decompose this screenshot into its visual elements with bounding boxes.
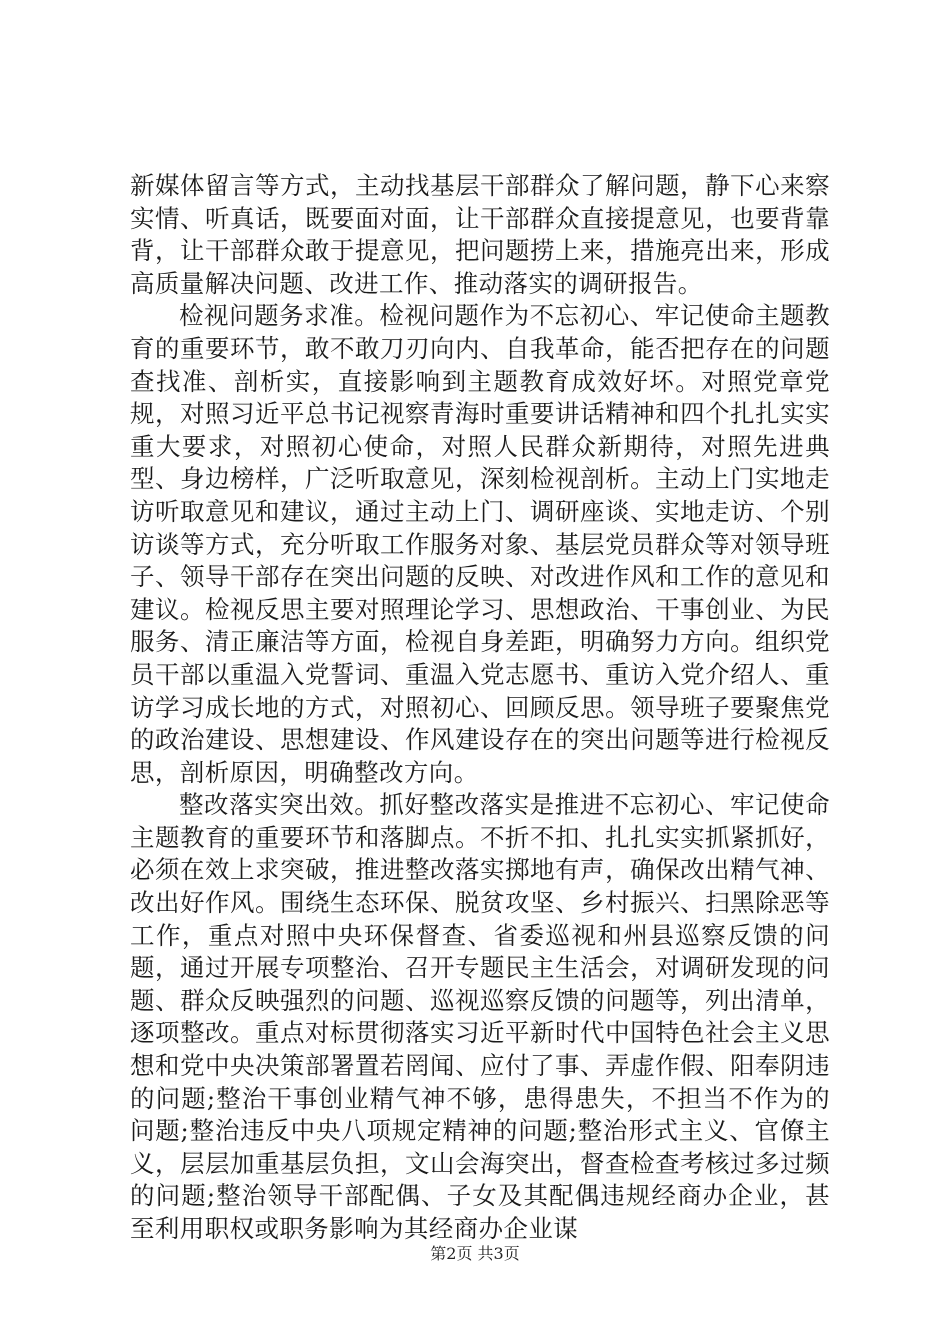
page-footer: 第2页 共3页 — [430, 1244, 520, 1263]
paragraph-inspection: 检视问题务求准。检视问题作为不忘初心、牢记使命主题教育的重要环节，敢不敢刀刃向内、自我革命，能否把存在的问题查找准、剖析实，直接影响到主题教育成效好坏。对照党章党规，对照习近平总书记视察青海时重要讲话精神和四个扎扎实实重大要求，对照初心使命，对照人民群众新期待，对照先进典型、身边榜样，广泛听取意见，深刻检视剖析。主动上门实地走访听取意见和建议，通过主动上门、调研座谈、实地走访、个别访谈等方式，充分听取工作服务对象、基层党员群众等对领导班子、领导干部存在突出问题的反映、对改进作风和工作的意见和建议。检视反思主要对照理论学习、思想政治、干事创业、为民服务、清正廉洁等方面，检视自身差距，明确努力方向。组织党员干部以重温入党誓词、重温入党志愿书、重访入党介绍人、重访学习成长地的方式，对照初心、回顾反思。领导班子要聚焦党的政治建设、思想建设、作风建设存在的突出问题等进行检视反思，剖析原因，明确整改方向。 — [130, 301, 830, 787]
paragraph-rectification: 整改落实突出效。抓好整改落实是推进不忘初心、牢记使命主题教育的重要环节和落脚点。不折不扣、扎扎实实抓紧抓好，必须在效上求突破，推进整改落实掷地有声，确保改出精气神、改出好作风。围绕生态环保、脱贫攻坚、乡村振兴、扫黑除恶等工作，重点对照中央环保督查、省委巡视和州县巡察反馈的问题，通过开展专项整治、召开专题民主生活会，对调研发现的问题、群众反映强烈的问题、巡视巡察反馈的问题等，列出清单，逐项整改。重点对标贯彻落实习近平新时代中国特色社会主义思想和党中央决策部署置若罔闻、应付了事、弄虚作假、阳奉阴违的问题;整治干事创业精气神不够，患得患失，不担当不作为的问题;整治违反中央八项规定精神的问题;整治形式主义、官僚主义，层层加重基层负担，文山会海突出，督查检查考核过多过频的问题;整治领导干部配偶、子女及其配偶违规经商办企业，甚至利用职权或职务影响为其经商办企业谋 — [130, 790, 830, 1243]
document-body — [130, 170, 830, 1246]
paragraph-continuation: 新媒体留言等方式，主动找基层干部群众了解问题，静下心来察实情、听真话，既要面对面，让干部群众直接提意见，也要背靠背，让干部群众敢于提意见，把问题捞上来，措施亮出来，形成高质量解决问题、改进工作、推动落实的调研报告。 — [130, 171, 830, 298]
